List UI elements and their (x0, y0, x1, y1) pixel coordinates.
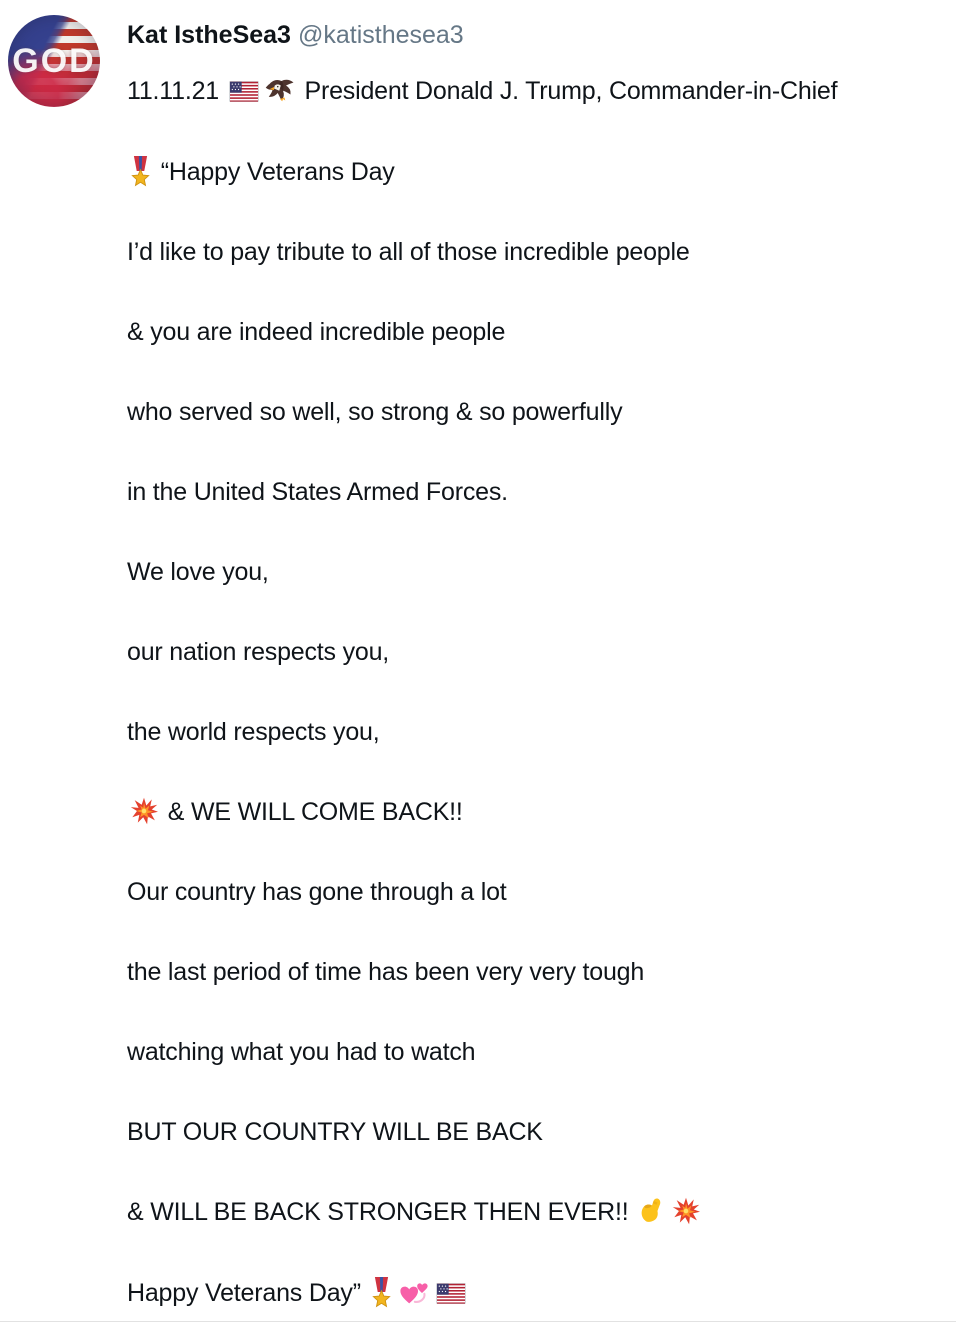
us-flag-emoji (436, 1283, 466, 1304)
post-text: our nation respects you, (127, 638, 390, 666)
post-paragraph (127, 76, 946, 107)
post-paragraph (127, 1117, 946, 1148)
post-text: Happy Veterans Day” (127, 1279, 368, 1307)
post-paragraph (127, 557, 946, 588)
post-text: We love you, (127, 558, 269, 586)
post-paragraph (127, 957, 946, 988)
author-row (127, 15, 946, 51)
eagle-emoji (265, 77, 295, 103)
post-paragraph (127, 1197, 946, 1228)
post-text: the last period of time has been very very tough (127, 958, 645, 986)
post-text: President Donald J. Trump, Commander-in-Chief (297, 77, 838, 105)
post-text: “Happy Veterans Day (154, 158, 395, 186)
post-text: in the United States Armed Forces. (127, 478, 508, 506)
display-name[interactable]: Kat IstheSea3 (127, 21, 291, 49)
post-text: & you are indeed incredible people (127, 318, 506, 346)
military-medal-emoji (130, 156, 151, 188)
post-text: BUT OUR COUNTRY WILL BE BACK (127, 1118, 543, 1146)
post-paragraph (127, 637, 946, 668)
post-text: 11.11.21 (127, 77, 226, 105)
post-text: watching what you had to watch (127, 1038, 476, 1066)
avatar[interactable] (8, 15, 100, 107)
collision-emoji (130, 797, 158, 825)
post-paragraph (127, 797, 946, 828)
post-body (127, 76, 946, 1309)
post-paragraph (127, 717, 946, 748)
post-text: who served so well, so strong & so powerfully (127, 398, 623, 426)
flexed-biceps-emoji (638, 1197, 666, 1225)
post-paragraph (127, 877, 946, 908)
post-paragraph (127, 156, 946, 188)
post-text: & WILL BE BACK STRONGER THEN EVER!! (127, 1198, 636, 1226)
post-paragraph (127, 237, 946, 268)
post-text: the world respects you, (127, 718, 380, 746)
post-paragraph (127, 1037, 946, 1068)
avatar-god-text: GOD (12, 41, 96, 80)
post-text: Our country has gone through a lot (127, 878, 507, 906)
post-paragraph (127, 1277, 946, 1309)
post-text: & WE WILL COME BACK!! (161, 798, 463, 826)
post-text: I’d like to pay tribute to all of those incredible people (127, 238, 690, 266)
post-paragraph (127, 397, 946, 428)
military-medal-emoji (371, 1277, 392, 1309)
us-flag-emoji (229, 81, 259, 102)
collision-emoji (672, 1197, 700, 1225)
post-paragraph (127, 477, 946, 508)
post-paragraph (127, 317, 946, 348)
user-handle[interactable]: @katisthesea3 (297, 21, 464, 49)
revolving-hearts-emoji (398, 1280, 430, 1306)
